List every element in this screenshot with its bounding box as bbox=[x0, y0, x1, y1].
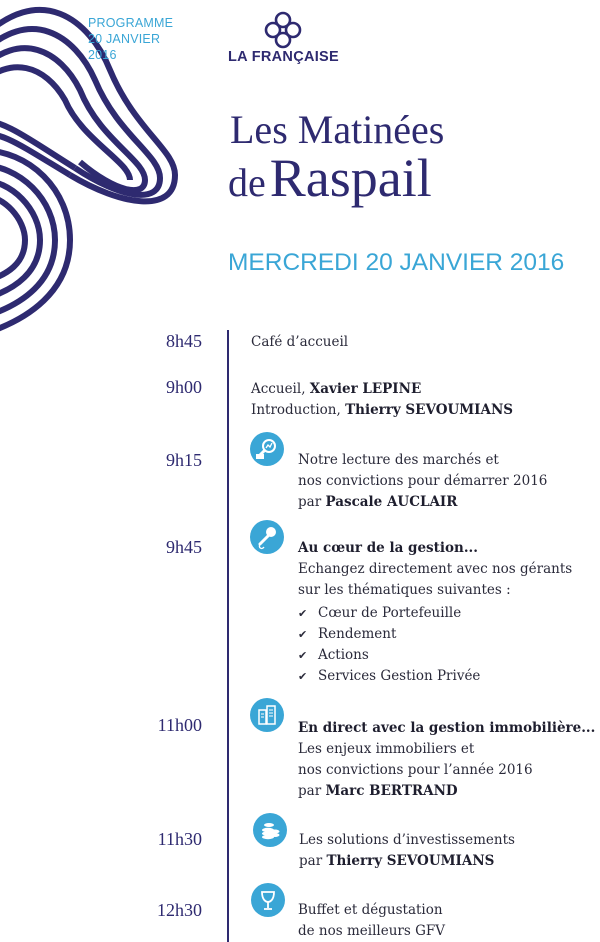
agenda-text-prefix: par bbox=[298, 783, 326, 799]
agenda-text: Café d’accueil bbox=[251, 334, 349, 350]
time-slot: 9h45 bbox=[166, 537, 202, 557]
coins-icon bbox=[253, 813, 287, 847]
speaker-name: Xavier LEPINE bbox=[309, 381, 422, 397]
agenda-text-prefix: Accueil, bbox=[251, 381, 310, 397]
check-icon: ✔ bbox=[298, 670, 308, 683]
agenda-line: nos convictions pour démarrer 2016 bbox=[298, 473, 548, 489]
agenda-text bbox=[298, 538, 572, 687]
theme-label: Actions bbox=[318, 647, 369, 663]
agenda-line: Les solutions d’investissements bbox=[299, 832, 515, 848]
time-slot: 11h30 bbox=[157, 829, 202, 849]
agenda-line: Buffet et dégustation bbox=[298, 902, 443, 918]
agenda-text-prefix: par bbox=[298, 494, 326, 510]
theme-label: Services Gestion Privée bbox=[318, 668, 481, 684]
agenda-text-prefix: Introduction, bbox=[251, 402, 346, 418]
timeline-divider bbox=[227, 330, 229, 942]
check-icon: ✔ bbox=[298, 649, 308, 662]
list-item bbox=[298, 624, 572, 645]
check-icon: ✔ bbox=[298, 607, 308, 620]
event-title-line1: Les Matinées bbox=[230, 107, 445, 152]
list-item bbox=[298, 666, 572, 687]
agenda-line: Echangez directement avec nos gérants bbox=[298, 561, 573, 577]
agenda-text bbox=[299, 830, 515, 872]
agenda-line: de nos meilleurs GFV bbox=[298, 923, 445, 939]
agenda-line: Les enjeux immobiliers et bbox=[298, 741, 475, 757]
programme-line: PROGRAMME bbox=[88, 16, 174, 30]
theme-list bbox=[298, 603, 572, 687]
wine-glass-icon bbox=[251, 883, 285, 917]
programme-line: 2016 bbox=[88, 48, 117, 62]
microphone-icon bbox=[250, 520, 284, 554]
speaker-name: Thierry SEVOUMIANS bbox=[326, 853, 495, 869]
event-title-line2 bbox=[228, 147, 432, 209]
event-title-raspail: Raspail bbox=[269, 148, 432, 208]
brand-name: LA FRANÇAISE bbox=[228, 49, 340, 65]
speaker-name: Pascale AUCLAIR bbox=[325, 494, 458, 510]
list-item bbox=[298, 603, 572, 624]
theme-label: Rendement bbox=[318, 626, 397, 642]
check-icon: ✔ bbox=[298, 628, 308, 641]
time-slot: 11h00 bbox=[157, 715, 202, 735]
session-heading: En direct avec la gestion immobilière... bbox=[298, 720, 596, 736]
agenda-text bbox=[298, 900, 445, 942]
time-slot: 9h00 bbox=[166, 377, 202, 397]
speaker-name: Thierry SEVOUMIANS bbox=[345, 402, 514, 418]
agenda-line: sur les thématiques suivantes : bbox=[298, 582, 511, 598]
theme-label: Cœur de Portefeuille bbox=[318, 605, 462, 621]
agenda-text bbox=[251, 379, 513, 421]
speaker-name: Marc BERTRAND bbox=[325, 783, 458, 799]
agenda-text bbox=[298, 718, 595, 802]
agenda-text-prefix: par bbox=[299, 853, 327, 869]
event-date: MERCREDI 20 JANVIER 2016 bbox=[228, 249, 565, 276]
la-francaise-logo-icon bbox=[258, 10, 308, 50]
agenda-line: nos convictions pour l’année 2016 bbox=[298, 762, 533, 778]
programme-label bbox=[88, 15, 173, 63]
building-icon bbox=[250, 698, 284, 732]
agenda-line: Notre lecture des marchés et bbox=[298, 452, 499, 468]
time-slot: 8h45 bbox=[166, 331, 202, 351]
programme-line: 20 JANVIER bbox=[88, 32, 161, 46]
time-slot: 9h15 bbox=[166, 450, 202, 470]
magnifier-chart-icon bbox=[250, 432, 284, 466]
time-slot: 12h30 bbox=[157, 900, 202, 920]
list-item bbox=[298, 645, 572, 666]
agenda-text bbox=[298, 450, 547, 513]
event-title-de: de bbox=[228, 160, 266, 205]
session-heading: Au cœur de la gestion... bbox=[298, 540, 478, 556]
